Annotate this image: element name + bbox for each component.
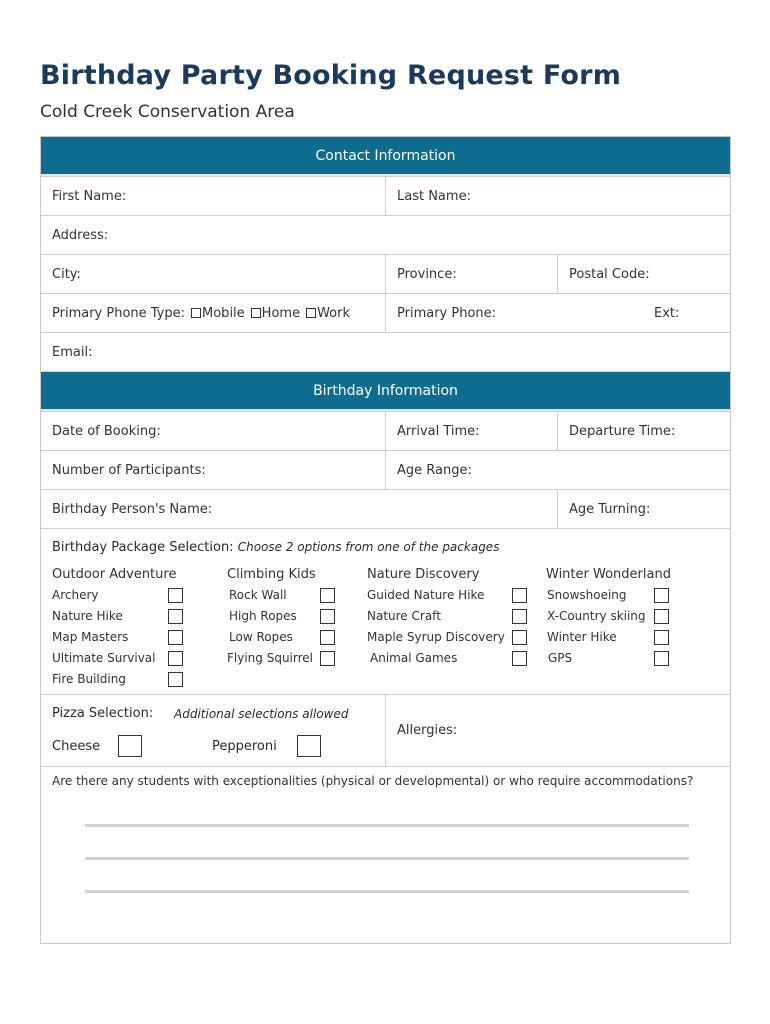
package-item-guided-nature-hike: Guided Nature Hike bbox=[367, 588, 485, 602]
form-title: Birthday Party Booking Request Form bbox=[40, 60, 622, 91]
name-row bbox=[41, 177, 730, 216]
package-outdoor-adventure-title: Outdoor Adventure bbox=[52, 567, 177, 582]
package-item-rock-wall: Rock Wall bbox=[229, 588, 287, 602]
contact-section-header: Contact Information bbox=[41, 137, 730, 176]
date-of-booking-label: Date of Booking: bbox=[52, 423, 161, 439]
departure-time-field[interactable] bbox=[557, 412, 730, 450]
email-field[interactable] bbox=[41, 333, 730, 371]
pizza-selection-field bbox=[41, 695, 385, 766]
pepperoni-checkbox[interactable] bbox=[297, 735, 321, 757]
birthday-person-row bbox=[41, 490, 730, 529]
answer-line[interactable] bbox=[85, 890, 689, 893]
email-row bbox=[41, 333, 730, 372]
last-name-label: Last Name: bbox=[397, 188, 471, 204]
address-row bbox=[41, 216, 730, 255]
last-name-field[interactable] bbox=[385, 177, 730, 215]
booking-time-row bbox=[41, 412, 730, 451]
package-winter-wonderland-title: Winter Wonderland bbox=[546, 567, 671, 582]
package-item-nature-hike: Nature Hike bbox=[52, 609, 123, 623]
package-item-x-country-skiing: X-Country skiing bbox=[547, 609, 646, 623]
map-masters-checkbox[interactable] bbox=[168, 630, 183, 645]
package-item-animal-games: Animal Games bbox=[370, 651, 458, 665]
guided-nature-hike-checkbox[interactable] bbox=[512, 588, 527, 603]
accommodations-question: Are there any students with exceptionalities (physical or developmental) or who require accommodations? bbox=[52, 774, 694, 788]
birthday-person-label: Birthday Person's Name: bbox=[52, 501, 213, 517]
work-option-label: Work bbox=[317, 305, 350, 321]
mobile-option-label: Mobile bbox=[202, 305, 245, 321]
package-selection-note: Choose 2 options from one of the packages bbox=[237, 540, 500, 554]
booking-form bbox=[40, 136, 731, 944]
maple-syrup-discovery-checkbox[interactable] bbox=[512, 630, 527, 645]
address-label: Address: bbox=[52, 227, 109, 243]
package-item-ultimate-survival: Ultimate Survival bbox=[52, 651, 156, 665]
nature-craft-checkbox[interactable] bbox=[512, 609, 527, 624]
package-selection-section bbox=[41, 529, 730, 695]
province-label: Province: bbox=[397, 266, 457, 282]
primary-phone-field[interactable] bbox=[385, 294, 730, 332]
pizza-row bbox=[41, 695, 730, 767]
city-label: City: bbox=[52, 266, 81, 282]
package-climbing-kids-title: Climbing Kids bbox=[227, 567, 316, 582]
allergies-field[interactable] bbox=[385, 695, 730, 766]
date-of-booking-field[interactable] bbox=[41, 412, 385, 450]
package-item-map-masters: Map Masters bbox=[52, 630, 129, 644]
contact-section-header-row bbox=[41, 137, 730, 177]
birthday-section-header: Birthday Information bbox=[41, 372, 730, 411]
phone-type-field bbox=[41, 294, 385, 332]
phone-row bbox=[41, 294, 730, 333]
participants-label: Number of Participants: bbox=[52, 462, 206, 478]
low-ropes-checkbox[interactable] bbox=[320, 630, 335, 645]
package-selection-heading bbox=[52, 540, 499, 555]
phone-type-label: Primary Phone Type: bbox=[52, 305, 186, 321]
package-item-fire-building: Fire Building bbox=[52, 672, 126, 686]
package-nature-discovery-title: Nature Discovery bbox=[367, 567, 480, 582]
first-name-label: First Name: bbox=[52, 188, 127, 204]
city-field[interactable] bbox=[41, 255, 385, 293]
participants-row bbox=[41, 451, 730, 490]
birthday-section-header-row bbox=[41, 372, 730, 412]
postal-code-field[interactable] bbox=[557, 255, 730, 293]
email-label: Email: bbox=[52, 344, 93, 360]
primary-phone-label: Primary Phone: bbox=[397, 305, 497, 321]
home-checkbox[interactable] bbox=[251, 308, 261, 318]
package-item-snowshoeing: Snowshoeing bbox=[547, 588, 627, 602]
x-country-skiing-checkbox[interactable] bbox=[654, 609, 669, 624]
gps-checkbox[interactable] bbox=[654, 651, 669, 666]
package-item-archery: Archery bbox=[52, 588, 99, 602]
pizza-selection-label: Pizza Selection: bbox=[52, 706, 154, 721]
pizza-selection-note: Additional selections allowed bbox=[174, 707, 349, 721]
arrival-time-field[interactable] bbox=[385, 412, 557, 450]
city-row bbox=[41, 255, 730, 294]
work-checkbox[interactable] bbox=[306, 308, 316, 318]
package-item-maple-syrup-discovery: Maple Syrup Discovery bbox=[367, 630, 505, 644]
allergies-label: Allergies: bbox=[397, 723, 458, 738]
package-item-low-ropes: Low Ropes bbox=[229, 630, 293, 644]
flying-squirrel-checkbox[interactable] bbox=[320, 651, 335, 666]
package-item-flying-squirrel: Flying Squirrel bbox=[227, 651, 313, 665]
animal-games-checkbox[interactable] bbox=[512, 651, 527, 666]
package-item-gps: GPS bbox=[548, 651, 573, 665]
arrival-time-label: Arrival Time: bbox=[397, 423, 480, 439]
cheese-checkbox[interactable] bbox=[118, 735, 142, 757]
age-range-field[interactable] bbox=[385, 451, 730, 489]
package-item-nature-craft: Nature Craft bbox=[367, 609, 441, 623]
form-subtitle: Cold Creek Conservation Area bbox=[40, 102, 295, 122]
fire-building-checkbox[interactable] bbox=[168, 672, 183, 687]
rock-wall-checkbox[interactable] bbox=[320, 588, 335, 603]
home-option-label: Home bbox=[261, 305, 301, 321]
mobile-checkbox[interactable] bbox=[191, 308, 201, 318]
province-field[interactable] bbox=[385, 255, 557, 293]
first-name-field[interactable] bbox=[41, 177, 385, 215]
departure-time-label: Departure Time: bbox=[569, 423, 676, 439]
cheese-option-label: Cheese bbox=[52, 739, 101, 754]
age-turning-field[interactable] bbox=[557, 490, 730, 528]
ext-label: Ext: bbox=[654, 305, 680, 321]
answer-line[interactable] bbox=[85, 857, 689, 860]
pepperoni-option-label: Pepperoni bbox=[212, 739, 277, 754]
high-ropes-checkbox[interactable] bbox=[320, 609, 335, 624]
winter-hike-checkbox[interactable] bbox=[654, 630, 669, 645]
archery-checkbox[interactable] bbox=[168, 588, 183, 603]
package-selection-label: Birthday Package Selection: bbox=[52, 540, 234, 555]
age-turning-label: Age Turning: bbox=[569, 501, 651, 517]
age-range-label: Age Range: bbox=[397, 462, 472, 478]
snowshoeing-checkbox[interactable] bbox=[654, 588, 669, 603]
answer-line[interactable] bbox=[85, 824, 689, 827]
participants-field[interactable] bbox=[41, 451, 385, 489]
nature-hike-checkbox[interactable] bbox=[168, 609, 183, 624]
postal-code-label: Postal Code: bbox=[569, 266, 650, 282]
package-item-high-ropes: High Ropes bbox=[229, 609, 297, 623]
address-field[interactable] bbox=[41, 216, 730, 254]
birthday-person-field[interactable] bbox=[41, 490, 557, 528]
package-item-winter-hike: Winter Hike bbox=[547, 630, 617, 644]
ultimate-survival-checkbox[interactable] bbox=[168, 651, 183, 666]
